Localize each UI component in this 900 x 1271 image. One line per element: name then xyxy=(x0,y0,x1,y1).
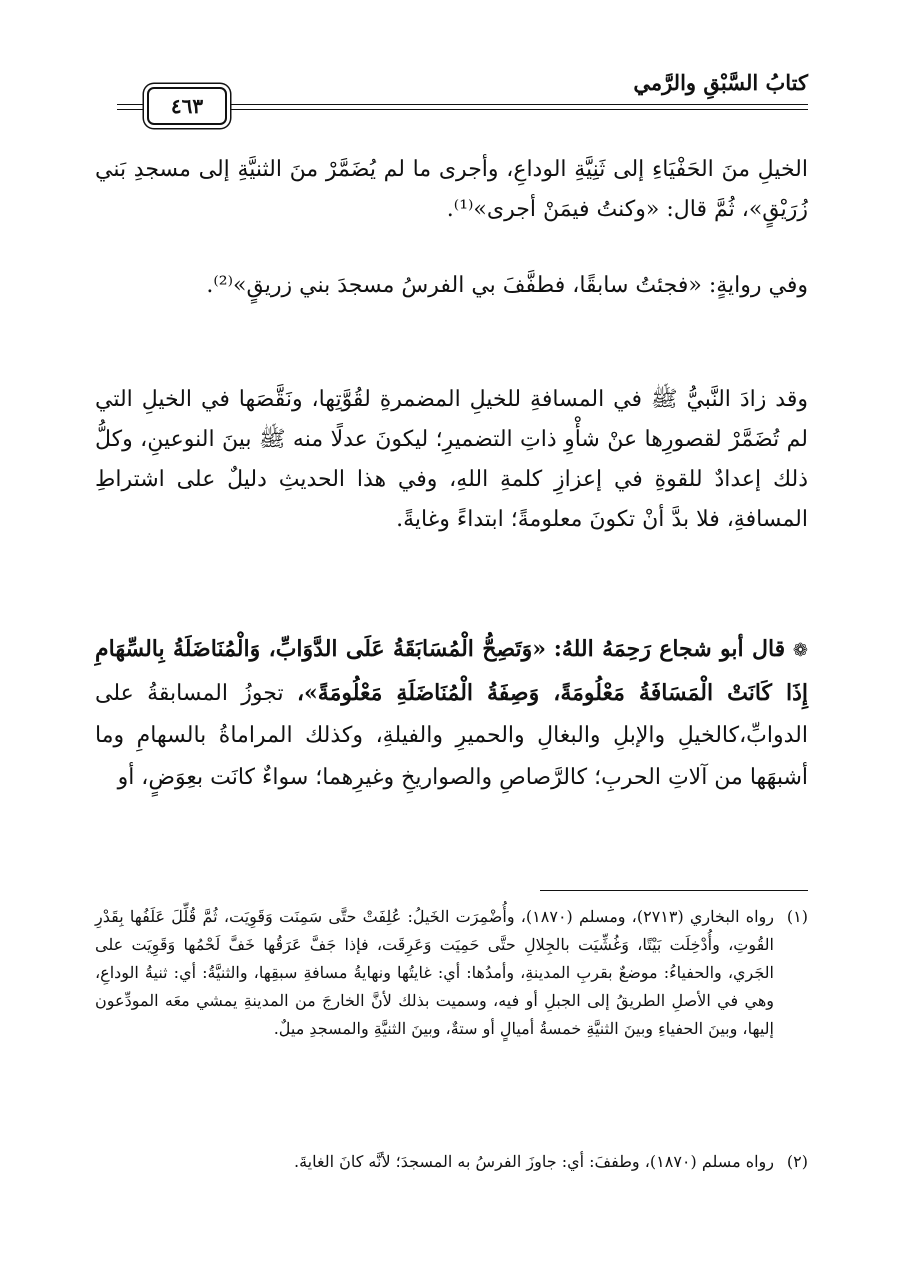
matn-text: «وَتَصِحُّ الْمُسَابَقَةُ عَلَى الدَّوَابِّ، وَالْمُنَاضَلَةُ بِالسِّهَامِ إِذَا كَانَتْ الْمَسَافَةُ مَعْلُومَةً، وَصِفَةُ الْمُنَاضَلَةِ مَعْلُومَةً»، xyxy=(95,636,808,706)
footnote-text: رواه البخاري (٢٧١٣)، ومسلم (١٨٧٠)، وأُضْمِرَت الخَيلُ: عُلِفَتْ حتَّى سَمِنَت وَقَوِيَت، ثُمَّ قُلِّلَ عَلَفُها بِقَدْرِ القُوتِ، وأُدْخِلَت بَيْتًا، وَغُشِّيَت بالجِلالِ حتَّى حَمِيَت وَعَرِقَت، فإذا جَفَّ عَرَقُها خَفَّ لَحْمُها وَقَوِيَت على الجَري، والحفياءُ: موضعٌ بقربِ المدينةِ، وأمدُها: أي: غايتُها ونهايةُ مسافةِ سبقِها، والثنيَّةُ: أي: ثنيةُ الوداعِ، وهي في الأصلِ الطريقُ إلى الجبلِ أو فيه، وسميت بذلك لأنَّ الخارجَ من المدينةِ يمشي معَه المودِّعون إليها، وبينَ الحفياءِ وبينَ الثنيَّةِ خمسةُ أميالٍ أو ستةٌ، وبينَ الثنيَّةِ والمسجدِ ميلٌ. xyxy=(95,907,774,1038)
book-title: كتابُ السَّبْقِ والرَّمي xyxy=(633,70,808,95)
paragraph: وقد زادَ النَّبيُّ ﷺ في المسافةِ للخيلِ المضمرةِ لقُوَّتِها، ونَقَّصَها في الخيلِ التي لم تُضَمَّرْ لقصورِها عنْ شأْوِ ذاتِ التضميرِ؛ ليكونَ عدلًا منه ﷺ بينَ النوعينِ، وكلُّ ذلك إعدادٌ للقوةِ في إعزازِ كلمةِ اللهِ، وفي هذا الحديثِ دليلٌ على اشتراطِ المسافةِ، فلا بدَّ أنْ تكونَ معلومةً؛ ابتداءً وغايةً. xyxy=(95,387,808,532)
footnote-separator xyxy=(540,890,808,891)
paragraph: وفي روايةٍ: «فجئتُ سابقًا، فطفَّفَ بي الفرسُ مسجدَ بني زريقٍ»⁽²⁾. xyxy=(206,273,808,298)
footnote xyxy=(95,1148,808,1176)
footnote xyxy=(95,903,808,1043)
footnote-number: (١) xyxy=(786,907,808,926)
footnote-text: رواه مسلم (١٨٧٠)، وطففَ: أي: جاوزَ الفرسُ به المسجدَ؛ لأنَّه كانَ الغايةَ. xyxy=(293,1152,774,1171)
flower-ornament-icon: ❁ xyxy=(792,640,808,661)
paragraph: الخيلِ منَ الحَفْيَاءِ إلى ثَنِيَّةِ الوداعِ، وأجرى ما لم يُضَمَّرْ منَ الثنيَّةِ إلى مسجدِ بَني زُرَيْقٍ»، ثُمَّ قال: «وكنتُ فيمَنْ أجرى»⁽¹⁾. xyxy=(95,157,808,222)
matn-paragraph xyxy=(95,628,808,799)
page-number: ٤٦٣ xyxy=(147,87,227,125)
author-intro: قال أبو شجاع رَحِمَهُ اللهُ: xyxy=(553,636,786,662)
footnote-number: (٢) xyxy=(786,1152,808,1171)
commentary-text: تجوزُ المسابقةُ على الدوابِّ،كالخيلِ والإبلِ والبغالِ والحميرِ والفيلةِ، وكذلك المراماةُ بالسهامِ وما أشبهَها من آلاتِ الحربِ؛ كالرَّصاصِ والصواريخِ وغيرِهما؛ سواءٌ كانَت بعِوَضٍ، أو xyxy=(95,681,808,790)
